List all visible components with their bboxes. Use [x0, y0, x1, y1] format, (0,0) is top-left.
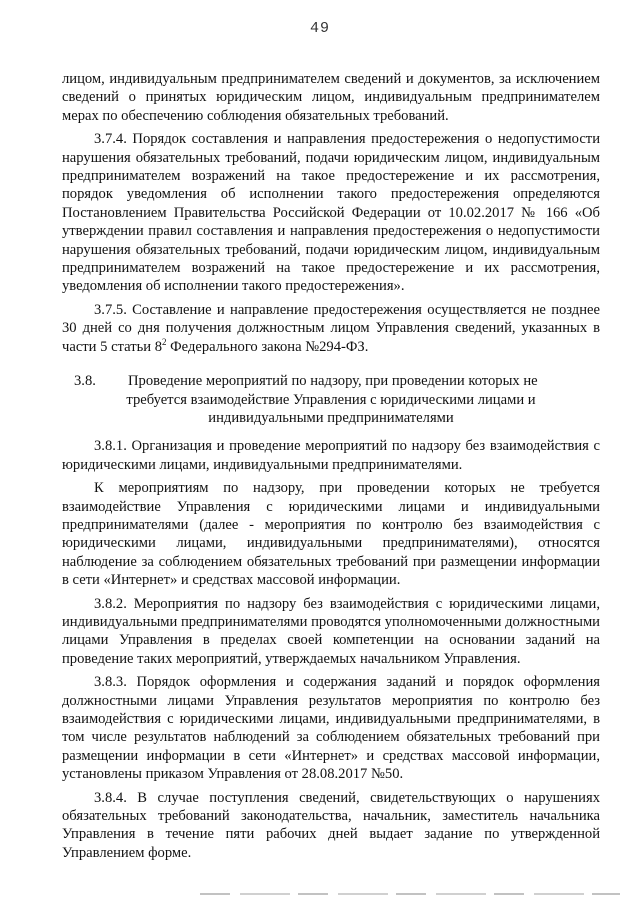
- section-number: 3.8.: [74, 373, 96, 390]
- section-title-line-1: Проведение мероприятий по надзору, при проведении которых не: [128, 373, 538, 390]
- scan-artifact-line: [200, 893, 620, 895]
- section-heading-3-8: [62, 372, 600, 427]
- article-superscript: 2: [162, 336, 167, 347]
- paragraph-3-8-1: 3.8.1. Организация и проведение мероприятий по надзору без взаимодействия с юридическими лицами, индивидуальными предпринимателями.: [62, 438, 600, 473]
- section-title-line-3: индивидуальными предпринимателями: [208, 409, 454, 426]
- page-number: 49: [309, 20, 330, 37]
- section-title-line-2: требуется взаимодействие Управления с юридическими лицами и: [126, 391, 536, 408]
- paragraph-3-7-5-tail: Федерального закона №294-ФЗ.: [166, 338, 369, 355]
- paragraph-continued: лицом, индивидуальным предпринимателем сведений и документов, за исключением сведений о принятых юридическим лицом, индивидуальным предпринимателем мерах по обеспечению соблюдения обязательных требований.: [62, 71, 600, 124]
- paragraph-3-8-2: 3.8.2. Мероприятия по надзору без взаимодействия с юридическими лицами, индивидуальными предпринимателями проводятся уполномоченными должностными лицами Управления в пределах своей компетенции на основании заданий на проведение таких мероприятий, утверждаемых начальником Управления.: [62, 595, 600, 667]
- paragraph-3-7-4: 3.7.4. Порядок составления и направления предостережения о недопустимости нарушения обязательных требований, подачи юридическим лицом, индивидуальным предпринимателем возражений на такое предостережение и их рассмотрения, порядок уведомления об исполнении такого предостережения определяются Постановлением Правительства Российской Федерации от 10.02.2017 № 166 «Об утверждении правил составления и направления предостережения о недопустимости нарушения обязательных требований, подачи юридическим лицом, индивидуальным предпринимателем возражений на такое предостережение и их рассмотрения, уведомления об исполнении такого предостережения».: [62, 131, 600, 295]
- paragraph-3-8-3: 3.8.3. Порядок оформления и содержания заданий и порядок оформления должностными лицами Управления результатов мероприятия по контролю без взаимодействия с юридическими лицами, индивидуальными предпринимателями, в том числе результатов наблюдений за соблюдением обязательных требований при размещении информации в сети «Интернет» и средствах массовой информации, установлены приказом Управления от 28.08.2017 №50.: [62, 674, 600, 783]
- paragraph-3-8-1-details: К мероприятиям по надзору, при проведении которых не требуется взаимодействие Управления с юридическими лицами и индивидуальными предпринимателями (далее - мероприятия по контролю без взаимодействия с юридическими лицами, индивидуальными предпринимателями), относятся наблюдение за соблюдением обязательных требований при размещении информации в сети «Интернет» и средствах массовой информации.: [62, 480, 600, 589]
- paragraph-3-7-5: [62, 301, 600, 356]
- paragraph-3-7-5-text: 3.7.5. Составление и направление предостережения осуществляется не позднее 30 дней со дня получения должностным лицом Управления сведений, указанных в части 5 статьи 8: [62, 301, 600, 355]
- document-body: [62, 70, 600, 867]
- paragraph-3-8-4: 3.8.4. В случае поступления сведений, свидетельствующих о нарушениях обязательных требований законодательства, начальник, заместитель начальника Управления в течение пяти рабочих дней выдает задание по утвержденной Управлением форме.: [62, 789, 600, 861]
